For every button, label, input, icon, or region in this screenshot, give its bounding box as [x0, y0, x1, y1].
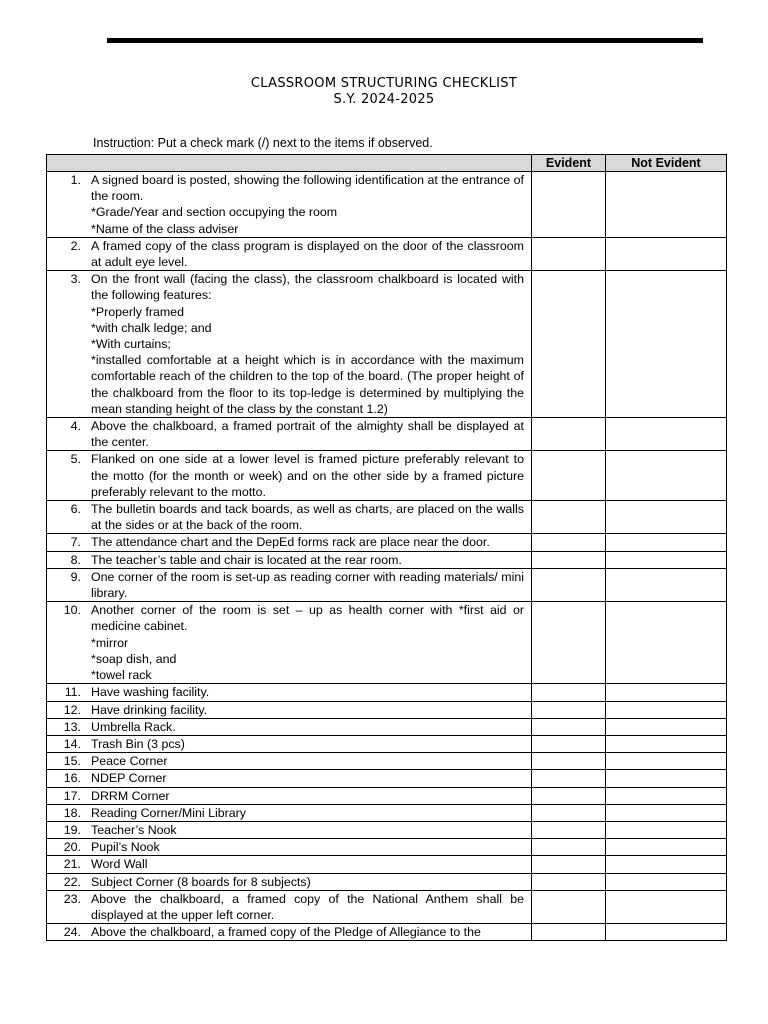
evident-check-cell[interactable]	[532, 873, 606, 890]
item-number: 18.	[63, 805, 81, 820]
item-description-cell	[47, 701, 532, 718]
checklist-row	[47, 451, 727, 501]
not-evident-check-cell[interactable]	[606, 568, 727, 601]
item-text-block	[91, 271, 524, 417]
item-number: 20.	[63, 840, 81, 855]
evident-check-cell[interactable]	[532, 924, 606, 941]
checklist-row	[47, 568, 727, 601]
not-evident-check-cell[interactable]	[606, 172, 727, 238]
item-text: A framed copy of the class program is displayed on the door of the classroom at adult eye level.	[91, 238, 524, 270]
item-number: 8.	[70, 552, 81, 567]
document-title: CLASSROOM STRUCTURING CHECKLIST	[250, 76, 518, 91]
evident-check-cell[interactable]	[532, 271, 606, 418]
checklist-item	[47, 719, 531, 735]
evident-check-cell[interactable]	[532, 684, 606, 701]
item-number: 10.	[63, 603, 81, 618]
evident-check-cell[interactable]	[532, 718, 606, 735]
item-description-cell	[47, 237, 532, 270]
evident-check-cell[interactable]	[532, 534, 606, 551]
item-text: The attendance chart and the DepEd forms rack are place near the door.	[91, 535, 490, 550]
checklist-item	[47, 501, 531, 533]
item-text-block	[91, 569, 524, 601]
evident-check-cell[interactable]	[532, 551, 606, 568]
item-description-cell	[47, 787, 532, 804]
item-text: Flanked on one side at a lower level is framed picture preferably relevant to the motto (for the month or week) and on the other side by a framed picture preferably relevant to the motto.	[91, 452, 524, 499]
item-text: Above the chalkboard, a framed copy of the National Anthem shall be displayed at the upper left corner.	[91, 891, 524, 922]
school-year: S.Y. 2024-2025	[333, 92, 435, 107]
item-text-block	[91, 891, 524, 923]
item-subpoint: *Properly framed	[91, 304, 184, 319]
item-description-cell	[47, 534, 532, 551]
checklist-row	[47, 551, 727, 568]
checklist-item	[47, 702, 531, 718]
table-header-row	[47, 155, 727, 172]
item-number: 13.	[63, 719, 81, 734]
not-evident-check-cell[interactable]	[606, 237, 727, 270]
item-text-block	[91, 770, 524, 786]
item-text: NDEP Corner	[91, 771, 167, 786]
item-subpoint: *towel rack	[91, 668, 152, 683]
checklist-row	[47, 873, 727, 890]
checklist-body	[47, 172, 727, 941]
checklist-item	[47, 822, 531, 838]
not-evident-check-cell[interactable]	[606, 839, 727, 856]
item-description-cell	[47, 753, 532, 770]
checklist-row	[47, 602, 727, 684]
checklist-row	[47, 890, 727, 923]
item-text-block	[91, 719, 524, 735]
item-subpoint: *Name of the class adviser	[91, 221, 239, 236]
checklist-item	[47, 534, 531, 550]
item-number: 7.	[70, 535, 81, 550]
item-text-block	[91, 534, 524, 550]
checklist-item	[47, 172, 531, 237]
item-text: Umbrella Rack.	[91, 719, 176, 734]
item-text-block	[91, 238, 524, 270]
checklist-row	[47, 821, 727, 838]
checklist-row	[47, 856, 727, 873]
header-evident: Evident	[532, 155, 606, 172]
checklist-item	[47, 856, 531, 872]
item-description-cell	[47, 856, 532, 873]
item-number: 12.	[63, 702, 81, 717]
not-evident-check-cell[interactable]	[606, 602, 727, 684]
evident-check-cell[interactable]	[532, 753, 606, 770]
checklist-row	[47, 924, 727, 941]
item-text: Subject Corner (8 boards for 8 subjects)	[91, 874, 311, 889]
evident-check-cell[interactable]	[532, 418, 606, 451]
item-text: Above the chalkboard, a framed copy of the Pledge of Allegiance to the	[91, 925, 481, 940]
item-subpoint: *installed comfortable at a height which is in accordance with the maximum comfortable reach of the children to the top of the board. (The proper height of the chalkboard from the floor to its top-ledge is determined by multiplying the mean standing height of the class by the constant 1.2)	[91, 353, 524, 416]
checklist-row	[47, 735, 727, 752]
not-evident-check-cell[interactable]	[606, 890, 727, 923]
item-text: Have washing facility.	[91, 685, 210, 700]
item-description-cell	[47, 873, 532, 890]
checklist-item	[47, 839, 531, 855]
item-description-cell	[47, 890, 532, 923]
checklist-item	[47, 451, 531, 500]
item-number: 23.	[63, 891, 81, 906]
item-text-block	[91, 822, 524, 838]
item-description-cell	[47, 821, 532, 838]
instruction-text: Instruction: Put a check mark (/) next to the items if observed.	[93, 136, 433, 150]
checklist-row	[47, 237, 727, 270]
evident-check-cell[interactable]	[532, 501, 606, 534]
item-description-cell	[47, 839, 532, 856]
checklist-row	[47, 172, 727, 238]
not-evident-check-cell[interactable]	[606, 821, 727, 838]
item-description-cell	[47, 684, 532, 701]
item-description-cell	[47, 172, 532, 238]
item-number: 15.	[63, 754, 81, 769]
not-evident-check-cell[interactable]	[606, 501, 727, 534]
item-text: Reading Corner/Mini Library	[91, 805, 246, 820]
checklist-row	[47, 787, 727, 804]
checklist-item	[47, 891, 531, 923]
item-text: Have drinking facility.	[91, 702, 208, 717]
checklist-item	[47, 770, 531, 786]
item-number: 4.	[70, 419, 81, 434]
checklist-row	[47, 804, 727, 821]
evident-check-cell[interactable]	[532, 735, 606, 752]
item-subpoint: *With curtains;	[91, 337, 171, 352]
item-text: Teacher’s Nook	[91, 822, 177, 837]
not-evident-check-cell[interactable]	[606, 770, 727, 787]
checklist-item	[47, 271, 531, 417]
item-text: Trash Bin (3 pcs)	[91, 736, 185, 751]
item-text-block	[91, 418, 524, 450]
item-text: One corner of the room is set-up as reading corner with reading materials/ mini library.	[91, 569, 524, 601]
item-text-block	[91, 736, 524, 752]
item-description-cell	[47, 924, 532, 941]
checklist-row	[47, 271, 727, 418]
item-description-cell	[47, 770, 532, 787]
item-number: 3.	[70, 272, 81, 287]
evident-check-cell[interactable]	[532, 701, 606, 718]
not-evident-check-cell[interactable]	[606, 856, 727, 873]
item-number: 6.	[70, 502, 81, 517]
item-text: The bulletin boards and tack boards, as well as charts, are placed on the walls at the sides or at the back of the room.	[91, 502, 524, 533]
not-evident-check-cell[interactable]	[606, 551, 727, 568]
item-text-block	[91, 684, 524, 700]
checklist-row	[47, 684, 727, 701]
evident-check-cell[interactable]	[532, 602, 606, 684]
checklist-row	[47, 718, 727, 735]
item-description-cell	[47, 418, 532, 451]
item-number: 2.	[70, 238, 81, 253]
not-evident-check-cell[interactable]	[606, 787, 727, 804]
item-text-block	[91, 702, 524, 718]
checklist-item	[47, 924, 531, 940]
item-text-block	[91, 788, 524, 804]
not-evident-check-cell[interactable]	[606, 684, 727, 701]
checklist-row	[47, 701, 727, 718]
item-text: The teacher’s table and chair is located at the rear room.	[91, 552, 402, 567]
checklist-item	[47, 805, 531, 821]
not-evident-check-cell[interactable]	[606, 924, 727, 941]
item-text-block	[91, 924, 524, 940]
not-evident-check-cell[interactable]	[606, 804, 727, 821]
item-text-block	[91, 874, 524, 890]
item-subpoint: *with chalk ledge; and	[91, 320, 212, 335]
item-number: 1.	[70, 173, 81, 187]
item-number: 5.	[70, 452, 81, 467]
item-text-block	[91, 451, 524, 500]
item-number: 14.	[63, 736, 81, 751]
item-text-block	[91, 856, 524, 872]
item-description-cell	[47, 804, 532, 821]
item-text: Above the chalkboard, a framed portrait of the almighty shall be displayed at the center.	[91, 419, 524, 450]
item-number: 16.	[63, 771, 81, 786]
checklist-row	[47, 534, 727, 551]
checklist-item	[47, 238, 531, 270]
checklist-item	[47, 569, 531, 601]
header-rule	[107, 38, 703, 43]
evident-check-cell[interactable]	[532, 856, 606, 873]
evident-check-cell[interactable]	[532, 821, 606, 838]
item-text-block	[91, 172, 524, 237]
item-text: Peace Corner	[91, 754, 168, 769]
not-evident-check-cell[interactable]	[606, 873, 727, 890]
checklist-row	[47, 501, 727, 534]
item-number: 24.	[63, 925, 81, 940]
not-evident-check-cell[interactable]	[606, 735, 727, 752]
checklist-item	[47, 736, 531, 752]
item-description-cell	[47, 451, 532, 501]
item-text-block	[91, 501, 524, 533]
item-text: Another corner of the room is set – up as health corner with *first aid or medicine cabinet.	[91, 603, 524, 634]
evident-check-cell[interactable]	[532, 451, 606, 501]
item-text-block	[91, 805, 524, 821]
header-description-cell	[47, 155, 532, 172]
checklist-row	[47, 770, 727, 787]
item-text: DRRM Corner	[91, 788, 170, 803]
item-description-cell	[47, 602, 532, 684]
not-evident-check-cell[interactable]	[606, 701, 727, 718]
evident-check-cell[interactable]	[532, 770, 606, 787]
item-number: 22.	[63, 874, 81, 889]
item-description-cell	[47, 568, 532, 601]
checklist-item	[47, 684, 531, 700]
item-number: 19.	[63, 822, 81, 837]
item-number: 9.	[70, 569, 81, 584]
evident-check-cell[interactable]	[532, 787, 606, 804]
not-evident-check-cell[interactable]	[606, 718, 727, 735]
item-number: 17.	[63, 788, 81, 803]
not-evident-check-cell[interactable]	[606, 753, 727, 770]
item-description-cell	[47, 718, 532, 735]
item-text-block	[91, 602, 524, 683]
checklist-item	[47, 788, 531, 804]
checklist-item	[47, 753, 531, 769]
item-description-cell	[47, 735, 532, 752]
item-description-cell	[47, 501, 532, 534]
item-subpoint: *mirror	[91, 635, 129, 650]
checklist-item	[47, 874, 531, 890]
item-text: Word Wall	[91, 857, 148, 872]
header-not-evident: Not Evident	[606, 155, 727, 172]
not-evident-check-cell[interactable]	[606, 451, 727, 501]
item-text-block	[91, 753, 524, 769]
checklist-item	[47, 552, 531, 568]
evident-check-cell[interactable]	[532, 839, 606, 856]
item-text-block	[91, 552, 524, 568]
checklist-row	[47, 418, 727, 451]
item-text: Pupil’s Nook	[91, 840, 160, 855]
item-text-block	[91, 839, 524, 855]
evident-check-cell[interactable]	[532, 172, 606, 238]
evident-check-cell[interactable]	[532, 568, 606, 601]
checklist-row	[47, 839, 727, 856]
evident-check-cell[interactable]	[532, 890, 606, 923]
item-description-cell	[47, 551, 532, 568]
checklist-item	[47, 602, 531, 683]
item-subpoint: *soap dish, and	[91, 651, 177, 666]
item-description-cell	[47, 271, 532, 418]
item-subpoint: *Grade/Year and section occupying the room	[91, 205, 338, 220]
not-evident-check-cell[interactable]	[606, 534, 727, 551]
item-text: A signed board is posted, showing the following identification at the entrance of the room.	[91, 173, 524, 204]
not-evident-check-cell[interactable]	[606, 418, 727, 451]
checklist-row	[47, 753, 727, 770]
not-evident-check-cell[interactable]	[606, 271, 727, 418]
item-number: 11.	[64, 685, 81, 700]
item-number: 21.	[63, 857, 81, 872]
checklist-item	[47, 418, 531, 450]
evident-check-cell[interactable]	[532, 804, 606, 821]
checklist-table	[46, 154, 727, 941]
item-text: On the front wall (facing the class), the classroom chalkboard is located with the following features:	[91, 272, 524, 303]
evident-check-cell[interactable]	[532, 237, 606, 270]
